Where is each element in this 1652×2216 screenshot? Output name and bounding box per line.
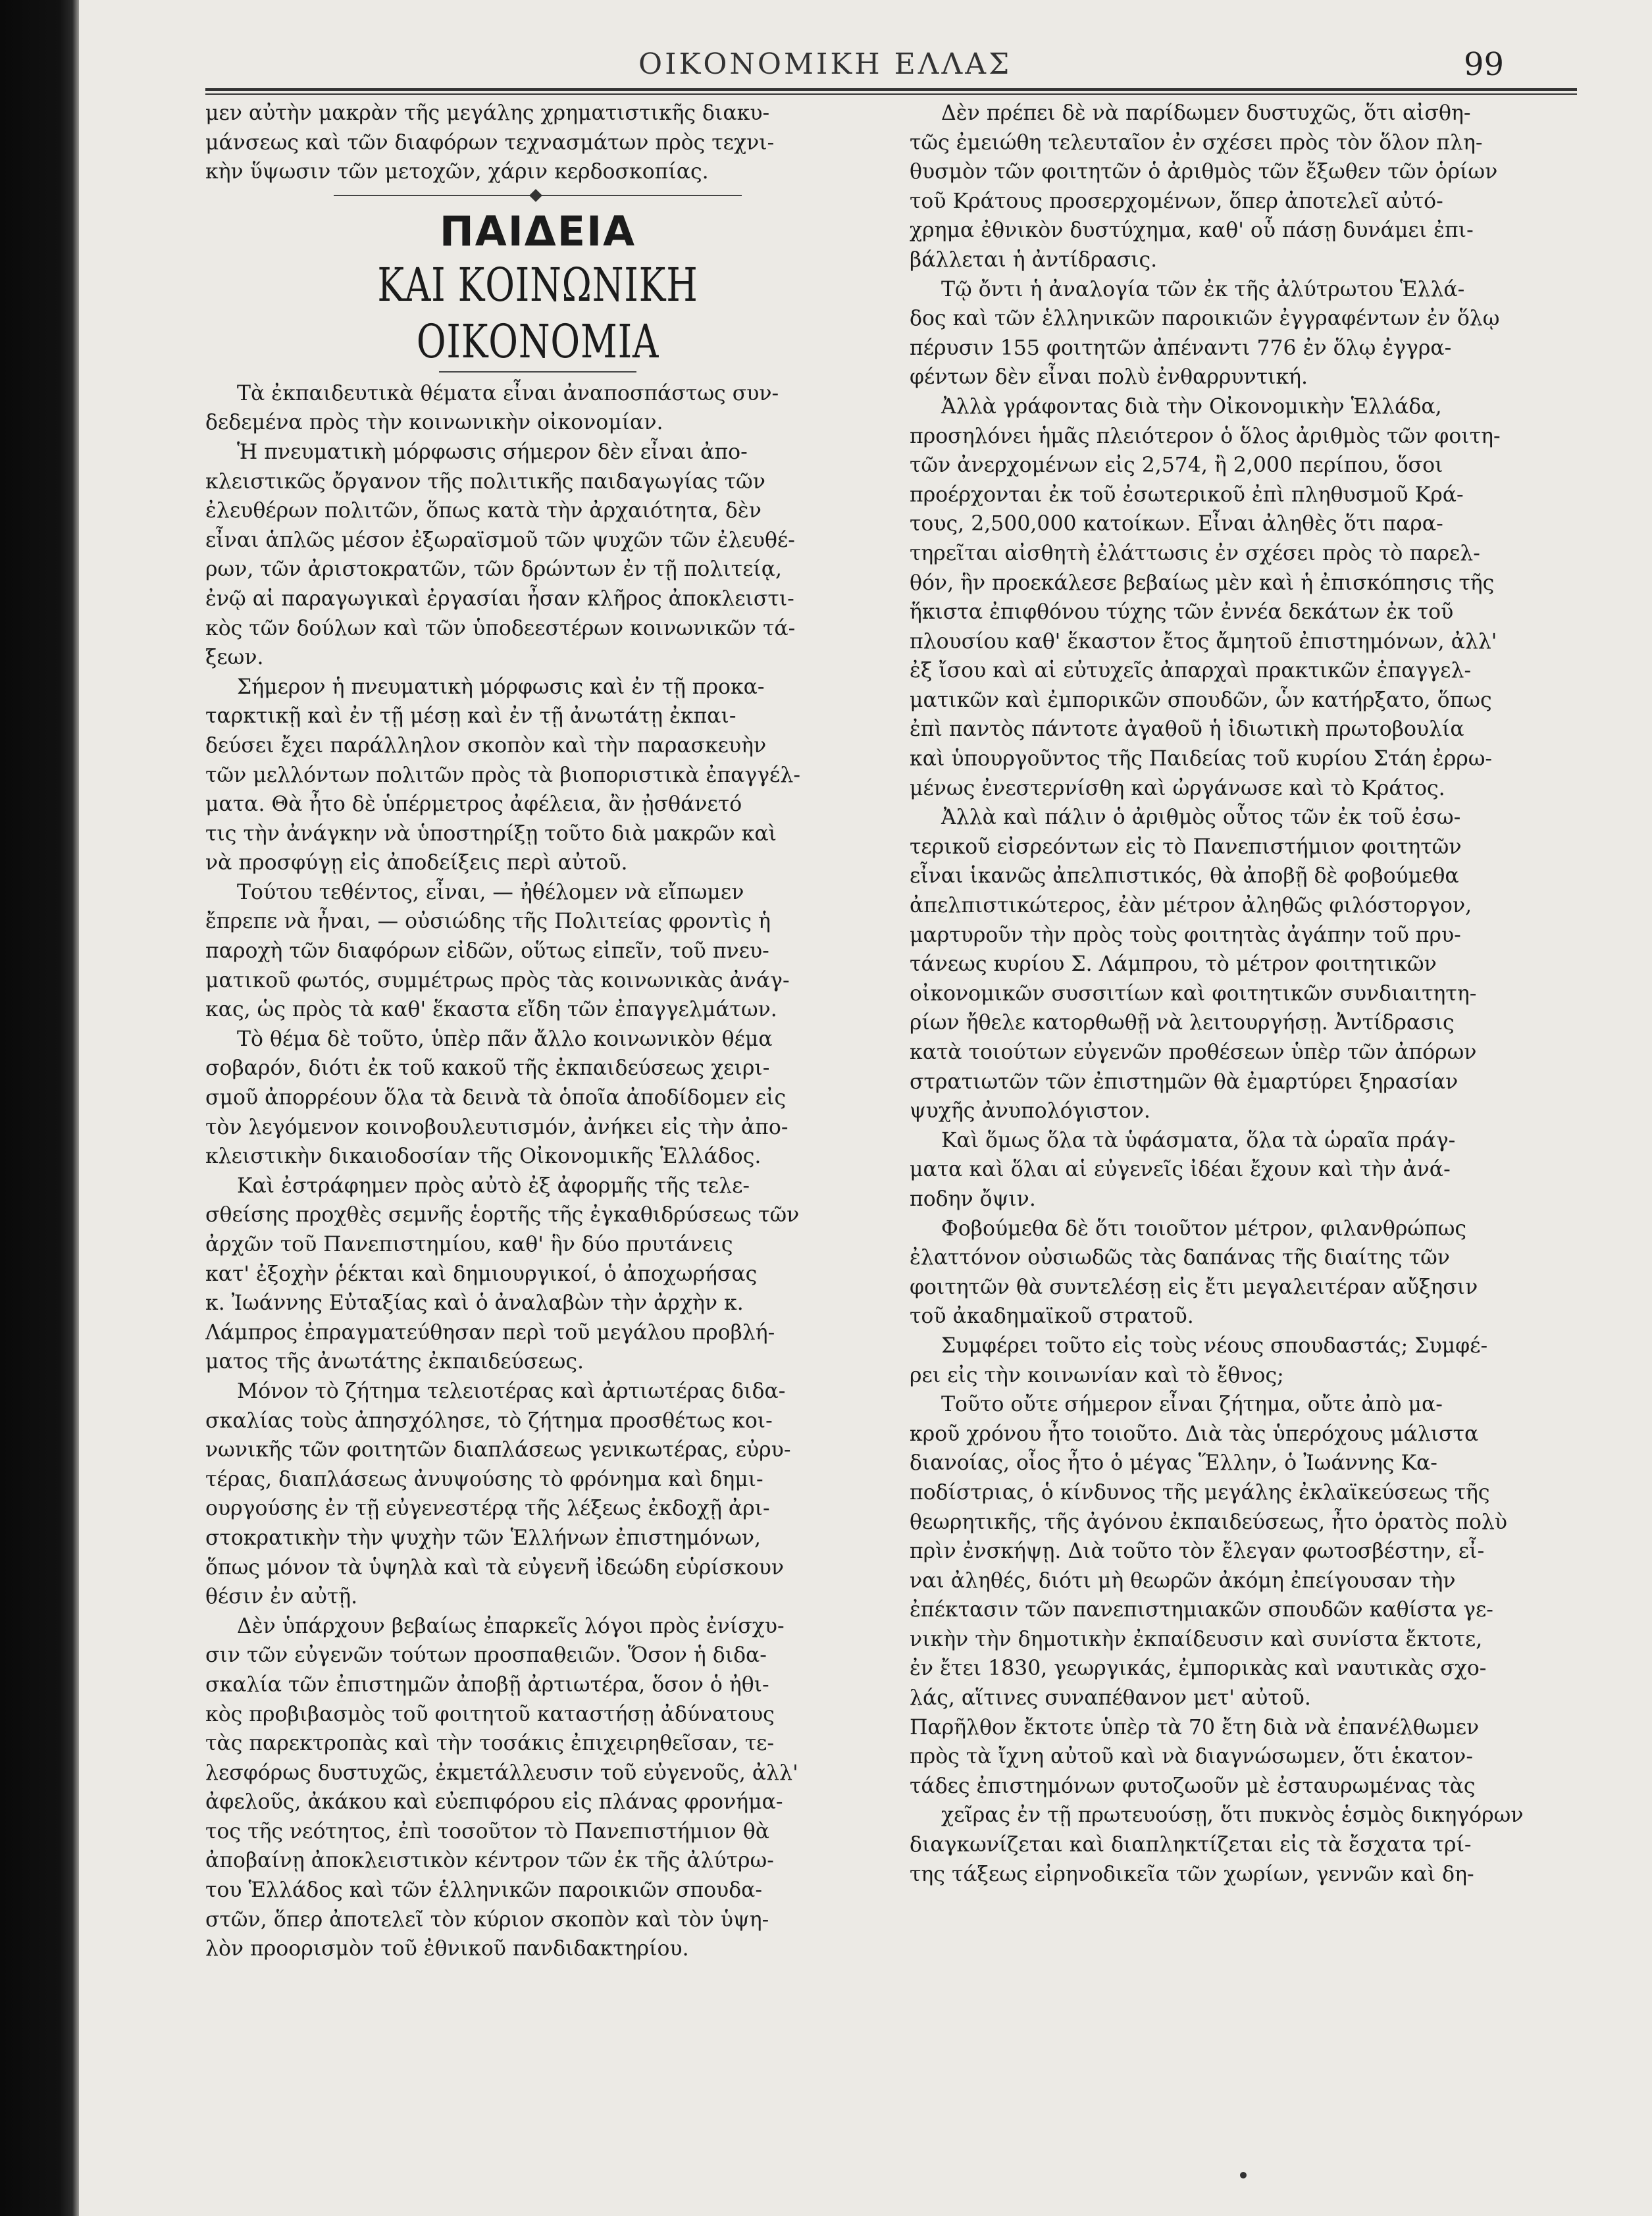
text-line: θυσμὸν τῶν φοιτητῶν ὁ ἀριθμὸς τῶν ἔξωθεν τῶν ὁρίων [910, 160, 1498, 184]
text-line: ματικῶν καὶ ἐμπορικῶν σπουδῶν, ὧν κατήρξατο, ὅπως [910, 688, 1492, 712]
text-line: διανοίας, οἷος ἦτο ὁ μέγας Ἕλλην, ὁ Ἰωάννης Κα- [910, 1451, 1437, 1476]
text-line: σοβαρόν, διότι ἐκ τοῦ κακοῦ τῆς ἐκπαιδεύσεως χειρι- [205, 1056, 770, 1081]
text-line: κατ' ἐξοχὴν ῥέκται καὶ δημιουργικοί, ὁ ἀποχωρήσας [205, 1262, 758, 1286]
text-line: κὸς τῶν δούλων καὶ τῶν ὑποδεεστέρων κοινωνικῶν τά- [205, 616, 796, 640]
text-line: θέσιν ἐν αὐτῇ. [205, 1585, 358, 1609]
article-body-right [910, 99, 1574, 1889]
text-line: νωνικῆς τῶν φοιτητῶν διαπλάσεως γενικωτέρας, εὐρυ- [205, 1438, 791, 1462]
text-line: μαρτυροῦν τὴν πρὸς τοὺς φοιτητὰς ἀγάπην τοῦ πρυ- [910, 923, 1461, 947]
text-line: σθείσης προχθὲς σεμνῆς ἑορτῆς τῆς ἐγκαθιδρύσεως τῶν [205, 1203, 800, 1227]
text-line: οἰκονομικῶν συσσιτίων καὶ φοιτητικῶν συνδιαιτητη- [910, 981, 1477, 1006]
text-line: Σήμερον ἡ πνευματικὴ μόρφωσις καὶ ἐν τῇ προκα- [237, 675, 765, 699]
article-heading-secondary: ΚΑΙ ΚΟΙΝΩΝΙΚΗ ΟΙΚΟΝΟΜΙΑ [377, 257, 698, 369]
text-line: τάδες ἐπιστημόνων φυτοζωοῦν μὲ ἐσταυρωμένας τὰς [910, 1774, 1476, 1798]
text-line: καὶ ὑπουργοῦντος τῆς Παιδείας τοῦ κυρίου Στάη ἐρρω- [910, 747, 1493, 771]
text-line: εἶναι ἱκανῶς ἀπελπιστικός, θὰ ἀποβῇ δὲ φοβούμεθα [910, 864, 1459, 889]
running-title: ΟΙΚΟΝΟΜΙΚΗ ΕΛΛΑΣ [638, 47, 1012, 81]
text-line: τερικοῦ εἰσρεόντων εἰς τὸ Πανεπιστήμιον φοιτητῶν [910, 835, 1462, 859]
text-line: τὰς παρεκτροπὰς καὶ τὴν τοσάκις ἐπιχειρηθεῖσαν, τε- [205, 1732, 775, 1756]
text-line: δος καὶ τῶν ἑλληνικῶν παροικιῶν ἐγγραφέντων ἐν ὅλῳ [910, 307, 1500, 331]
text-line: ἐξ ἴσου καὶ αἱ εὐτυχεῖς ἀπαρχαὶ πρακτικῶν ἐπαγγελ- [910, 659, 1472, 683]
text-line: ψυχῆς ἀνυπολόγιστον. [910, 1099, 1150, 1123]
text-line: φοιτητῶν θὰ συντελέσῃ εἰς ἔτι μεγαλειτέραν αὔξησιν [910, 1275, 1478, 1299]
text-line: θεωρητικῆς, τῆς ἀγόνου ἐκπαιδεύσεως, ἦτο ὁρατὸς πολὺ [910, 1510, 1508, 1534]
text-line: τις τὴν ἀνάγκην νὰ ὑποστηρίξῃ τοῦτο διὰ μακρῶν καὶ [205, 821, 777, 846]
text-line: ἀρχῶν τοῦ Πανεπιστημίου, καθ' ἣν δύο πρυτάνεις [205, 1233, 733, 1256]
text-line: Τούτου τεθέντος, εἶναι, — ἠθέλομεν νὰ εἴπωμεν [237, 880, 744, 904]
text-line: Δὲν ὑπάρχουν βεβαίως ἐπαρκεῖς λόγοι πρὸς ἐνίσχυ- [237, 1614, 785, 1638]
text-line: ματα καὶ ὅλαι αἱ εὐγενεῖς ἰδέαι ἔχουν καὶ τὴν ἀνά- [910, 1158, 1451, 1182]
text-line: ρει εἰς τὴν κοινωνίαν καὶ τὸ ἔθνος; [910, 1363, 1284, 1387]
text-line: κας, ὡς πρὸς τὰ καθ' ἕκαστα εἴδη τῶν ἐπαγγελμάτων. [205, 998, 777, 1022]
running-header [79, 41, 1652, 93]
text-line: ταρκτικῇ καὶ ἐν τῇ μέσῃ καὶ ἐν τῇ ἀνωτάτῃ ἐκπαι- [205, 704, 736, 729]
text-line: τος τῆς νεότητος, ἐπὶ τοσοῦτον τὸ Πανεπιστήμιον θὰ [205, 1819, 769, 1843]
text-line: κὴν ὕψωσιν τῶν μετοχῶν, χάριν κερδοσκοπίας. [205, 160, 709, 184]
text-line: δεύσει ἔχει παράλληλον σκοπὸν καὶ τὴν παρασκευὴν [205, 733, 767, 758]
text-line: δεδεμένα πρὸς τὴν κοινωνικὴν οἰκονομίαν. [205, 411, 663, 435]
text-line: ἐνῷ αἱ παραγωγικαὶ ἐργασίαι ἦσαν κλῆρος ἀποκλειστι- [205, 586, 794, 611]
text-line: σκαλίας τοὺς ἀπησχόλησε, τὸ ζήτημα προσθέτως κοι- [205, 1408, 773, 1433]
text-line: στρατιωτῶν τῶν ἐπιστημῶν θὰ ἐμαρτύρει ξηρασίαν [910, 1069, 1458, 1094]
text-line: Ἡ πνευματικὴ μόρφωσις σήμερον δὲν εἶναι ἀπο- [237, 440, 748, 464]
text-line: κ. Ἰωάννης Εὐταξίας καὶ ὁ ἀναλαβὼν τὴν ἀρχὴν κ. [205, 1291, 744, 1316]
text-line: χρημα ἐθνικὸν δυστύχημα, καθ' οὗ πάσῃ δυνάμει ἐπι- [910, 219, 1474, 243]
intro-paragraph [205, 99, 870, 187]
text-line: βάλλεται ἡ ἀντίδρασις. [910, 247, 1158, 272]
text-line: ἐπέκτασιν τῶν πανεπιστημιακῶν σπουδῶν καθίστα γε- [910, 1598, 1493, 1622]
text-line: εἶναι ἁπλῶς μέσον ἐξωραϊσμοῦ τῶν ψυχῶν τῶν ἐλευθέ- [205, 528, 795, 552]
text-line: Φοβούμεθα δὲ ὅτι τοιοῦτον μέτρον, φιλανθρώπως [941, 1216, 1467, 1241]
text-line: ματα. Θὰ ἦτο δὲ ὑπέρμετρος ἀφέλεια, ἂν ᾐσθάνετό [205, 792, 742, 817]
text-line: τους, 2,500,000 κατοίκων. Εἶναι ἀληθὲς ὅτι παρα- [910, 512, 1443, 536]
book-spine-shadow [0, 0, 79, 2216]
text-line: προσηλόνει ἡμᾶς πλειότερον ὁ ὅλος ἀριθμὸς τῶν φοιτη- [910, 424, 1501, 448]
text-line: μεν αὐτὴν μακρὰν τῆς μεγάλης χρηματιστικῆς διακυ- [205, 101, 770, 125]
text-line: Δὲν πρέπει δὲ νὰ παρίδωμεν δυστυχῶς, ὅτι αἰσθη- [941, 101, 1471, 125]
text-line: ὅπως μόνον τὰ ὑψηλὰ καὶ τὰ εὐγενῆ ἰδεώδη εὑρίσκουν [205, 1555, 785, 1580]
page-bottom-mark [1240, 2172, 1247, 2178]
text-line: φέντων δὲν εἶναι πολὺ ἐνθαρρυντική. [910, 365, 1308, 390]
text-line: στοκρατικὴν τὴν ψυχὴν τῶν Ἑλλήνων ἐπιστημόνων, [205, 1526, 761, 1550]
article-heading-primary: ΠΑΙΔΕΙΑ [439, 207, 636, 255]
text-line: κατὰ τοιούτων εὐγενῶν προθέσεων ὑπὲρ τῶν ἀπόρων [910, 1041, 1477, 1064]
text-line: σιν τῶν εὐγενῶν τούτων προσπαθειῶν. Ὅσον ἡ διδα- [205, 1643, 767, 1668]
text-line: Τὸ θέμα δὲ τοῦτο, ὑπὲρ πᾶν ἄλλο κοινωνικὸν θέμα [237, 1027, 773, 1051]
text-line: ἐπὶ παντὸς πάντοτε ἀγαθοῦ ἡ ἰδιωτικὴ πρωτοβουλία [910, 717, 1464, 742]
text-line: ναι ἀληθές, διότι μὴ θεωρῶν ἀκόμη ἐπείγουσαν τὴν [910, 1568, 1456, 1593]
text-line: θόν, ἣν προεκάλεσε βεβαίως μὲν καὶ ἡ ἐπισκόπησις τῆς [910, 571, 1495, 595]
text-line: τῶν μελλόντων πολιτῶν πρὸς τὰ βιοποριστικὰ ἐπαγγέλ- [205, 763, 800, 787]
document-page [79, 0, 1652, 2216]
text-line: τῶς ἐμειώθη τελευταῖον ἐν σχέσει πρὸς τὸν ὅλον πλη- [910, 130, 1483, 155]
text-line: κλειστικὴν δικαιοδοσίαν τῆς Οἰκονομικῆς Ἑλλάδος. [205, 1145, 761, 1169]
text-line: ἀποβαίνῃ ἀποκλειστικὸν κέντρον τῶν ἐκ τῆς ἀλύτρω- [205, 1849, 774, 1873]
text-line: ἔπρεπε νὰ ἦναι, — οὐσιώδης τῆς Πολιτείας φροντὶς ἡ [205, 910, 771, 934]
text-line: κροῦ χρόνου ἦτο τοιοῦτο. Διὰ τὰς ὑπερόχους μάλιστα [910, 1422, 1479, 1446]
text-line: τοῦ Κράτους προσερχομένων, ὅπερ ἀποτελεῖ αὐτό- [910, 189, 1443, 213]
text-line: Ἀλλὰ καὶ πάλιν ὁ ἀριθμὸς οὗτος τῶν ἐκ τοῦ ἐσω- [941, 806, 1461, 830]
text-line: νὰ προσφύγῃ εἰς ἀποδείξεις περὶ αὐτοῦ. [205, 851, 628, 875]
text-line: Λάμπρος ἐπραγματεύθησαν περὶ τοῦ μεγάλου προβλή- [205, 1320, 775, 1345]
heading-underline [439, 371, 636, 373]
text-line: του Ἑλλάδος καὶ τῶν ἑλληνικῶν παροικιῶν σπουδα- [205, 1878, 763, 1903]
text-line: παροχὴ τῶν διαφόρων εἰδῶν, οὕτως εἰπεῖν, τοῦ πνευ- [205, 939, 769, 964]
text-line: Παρῆλθον ἔκτοτε ὑπὲρ τὰ 70 ἔτη διὰ νὰ ἐπανέλθωμεν [910, 1715, 1480, 1739]
text-line: στῶν, ὅπερ ἀποτελεῖ τὸν κύριον σκοπὸν καὶ τὸν ὑψη- [205, 1907, 769, 1932]
text-line: τέρας, διαπλάσεως ἀνυψούσης τὸ φρόνημα καὶ δημι- [205, 1467, 763, 1491]
text-line: λάς, αἵτινες συναπέθανον μετ' αὐτοῦ. [910, 1686, 1311, 1711]
separator-diamond [529, 189, 542, 202]
text-line: Τοῦτο οὔτε σήμερον εἶναι ζήτημα, οὔτε ἀπὸ μα- [941, 1393, 1443, 1417]
text-line: τὸν λεγόμενον κοινοβουλευτισμόν, ἀνήκει εἰς τὴν ἀπο- [205, 1115, 788, 1139]
page-number: 99 [1464, 46, 1505, 83]
article-body-left [205, 379, 870, 1964]
text-line: ρίων ἤθελε κατορθωθῇ νὰ λειτουργήσῃ. Ἀντίδρασις [910, 1011, 1455, 1035]
text-line: ἥκιστα ἐπιφθόνου τύχης τῶν ἐννέα δεκάτων ἐκ τοῦ [910, 600, 1454, 625]
text-line: τάνεως κυρίου Σ. Λάμπρου, τὸ μέτρον φοιτητικῶν [910, 952, 1437, 977]
text-line: διαγκωνίζεται καὶ διαπληκτίζεται εἰς τὰ ἔσχατα τρί- [910, 1833, 1472, 1857]
text-line: πρὸς τὰ ἴχνη αὐτοῦ καὶ νὰ διαγνώσωμεν, ὅτι ἑκατον- [910, 1745, 1473, 1769]
text-line: ἐλαττόνον οὐσιωδῶς τὰς δαπάνας τῆς διαίτης τῶν [910, 1246, 1450, 1270]
text-line: ουργούσης ἐν τῇ εὐγενεστέρᾳ τῆς λέξεως ἐκδοχῇ ἀρι- [205, 1497, 770, 1521]
text-line: ἐλευθέρων πολιτῶν, ὅπως κατὰ τὴν ἀρχαιότητα, δὲν [205, 499, 761, 523]
text-line: νικὴν τὴν δημοτικὴν ἐκπαίδευσιν καὶ συνίστα ἔκτοτε, [910, 1627, 1483, 1651]
text-line: ἐν ἔτει 1830, γεωργικάς, ἐμπορικὰς καὶ ναυτικὰς σχο- [910, 1657, 1487, 1681]
right-column [910, 99, 1574, 1889]
text-line: της τάξεως εἰρηνοδικεῖα τῶν χωρίων, γεννῶν καὶ δη- [910, 1862, 1474, 1886]
section-separator [334, 191, 742, 200]
text-line: Καὶ ὅμως ὅλα τὰ ὑφάσματα, ὅλα τὰ ὡραῖα πράγ- [941, 1128, 1456, 1152]
text-line: χεῖρας ἐν τῇ πρωτευούσῃ, ὅτι πυκνὸς ἑσμὸς δικηγόρων [941, 1803, 1524, 1828]
header-double-rule [205, 88, 1577, 95]
text-line: Μόνον τὸ ζήτημα τελειοτέρας καὶ ἀρτιωτέρας διδα- [237, 1379, 786, 1403]
text-line: ποδην ὄψιν. [910, 1187, 1036, 1211]
text-line: Συμφέρει τοῦτο εἰς τοὺς νέους σπουδαστάς; Συμφέ- [941, 1333, 1488, 1358]
text-line: λὸν προορισμὸν τοῦ ἐθνικοῦ πανδιδακτηρίου. [205, 1937, 689, 1961]
text-line: κλειστικῶς ὄργανον τῆς πολιτικῆς παιδαγωγίας τῶν [205, 469, 765, 494]
text-line: ματος τῆς ἀνωτάτης ἐκπαιδεύσεως. [205, 1350, 584, 1374]
text-line: Τὰ ἐκπαιδευτικὰ θέματα εἶναι ἀναποσπάστως συν- [237, 381, 779, 405]
text-line: Καὶ ἐστράφημεν πρὸς αὐτὸ ἐξ ἀφορμῆς τῆς τελε- [237, 1173, 750, 1198]
text-line: ἀπελπιστικώτερος, ἐὰν μέτρον ἀληθῶς φιλόστοργον, [910, 894, 1472, 918]
text-line: Ἀλλὰ γράφοντας διὰ τὴν Οἰκονομικὴν Ἑλλάδα, [941, 394, 1442, 419]
text-line: πρὶν ἐνσκήψῃ. Διὰ τοῦτο τὸν ἔλεγαν φωτοσβέστην, εἶ- [910, 1539, 1485, 1564]
text-line: σμοῦ ἀπορρέουν ὅλα τὰ δεινὰ τὰ ὁποῖα ἀποδίδομεν εἰς [205, 1086, 787, 1110]
text-line: ρων, τῶν ἀριστοκρατῶν, τῶν δρώντων ἐν τῇ πολιτείᾳ, [205, 557, 783, 582]
text-line: Τῷ ὄντι ἡ ἀναλογία τῶν ἐκ τῆς ἀλύτρωτου Ἑλλά- [941, 277, 1465, 301]
text-line: ποδίστριας, ὁ κίνδυνος τῆς μεγάλης ἐκλαϊκεύσεως τῆς [910, 1480, 1490, 1505]
text-line: πλουσίου καθ' ἕκαστον ἔτος ἄμητοῦ ἐπιστημόνων, ἀλλ' [910, 629, 1497, 654]
text-line: μένως ἐνεστερνίσθη καὶ ὠργάνωσε καὶ τὸ Κράτος. [910, 776, 1445, 800]
text-line: ξεων. [205, 646, 264, 670]
text-line: σκαλία τῶν ἐπιστημῶν ἀποβῇ ἀρτιωτέρα, ὅσον ὁ ἠθι- [205, 1672, 769, 1697]
text-line: ματικοῦ φωτός, συμμέτρως πρὸς τὰς κοινωνικὰς ἀνάγ- [205, 968, 790, 992]
text-line: ἀφελοῦς, ἀκάκου καὶ εὐεπιφόρου εἰς πλάνας φρονήμα- [205, 1790, 783, 1815]
text-line: προέρχονται ἐκ τοῦ ἐσωτερικοῦ ἐπὶ πληθυσμοῦ Κρά- [910, 482, 1464, 507]
text-line: τοῦ ἀκαδημαϊκοῦ στρατοῦ. [910, 1304, 1194, 1329]
text-line: τηρεῖται αἰσθητὴ ἐλάττωσις ἐν σχέσει πρὸς τὸ παρελ- [910, 541, 1480, 565]
text-line: λεσφόρως δυστυχῶς, ἐκμετάλλευσιν τοῦ εὐγενοῦς, ἀλλ' [205, 1761, 798, 1785]
text-line: μάνσεως καὶ τῶν διαφόρων τεχνασμάτων πρὸς τεχνι- [205, 130, 775, 155]
text-line: τῶν ἀνερχομένων εἰς 2,574, ἢ 2,000 περίπου, ὅσοι [910, 453, 1443, 478]
text-line: κὸς προβιβασμὸς τοῦ φοιτητοῦ καταστήσῃ ἀδύνατους [205, 1702, 775, 1726]
left-column [205, 99, 870, 1964]
text-line: πέρυσιν 155 φοιτητῶν ἀπέναντι 776 ἐν ὅλῳ ἐγγρα- [910, 336, 1452, 360]
